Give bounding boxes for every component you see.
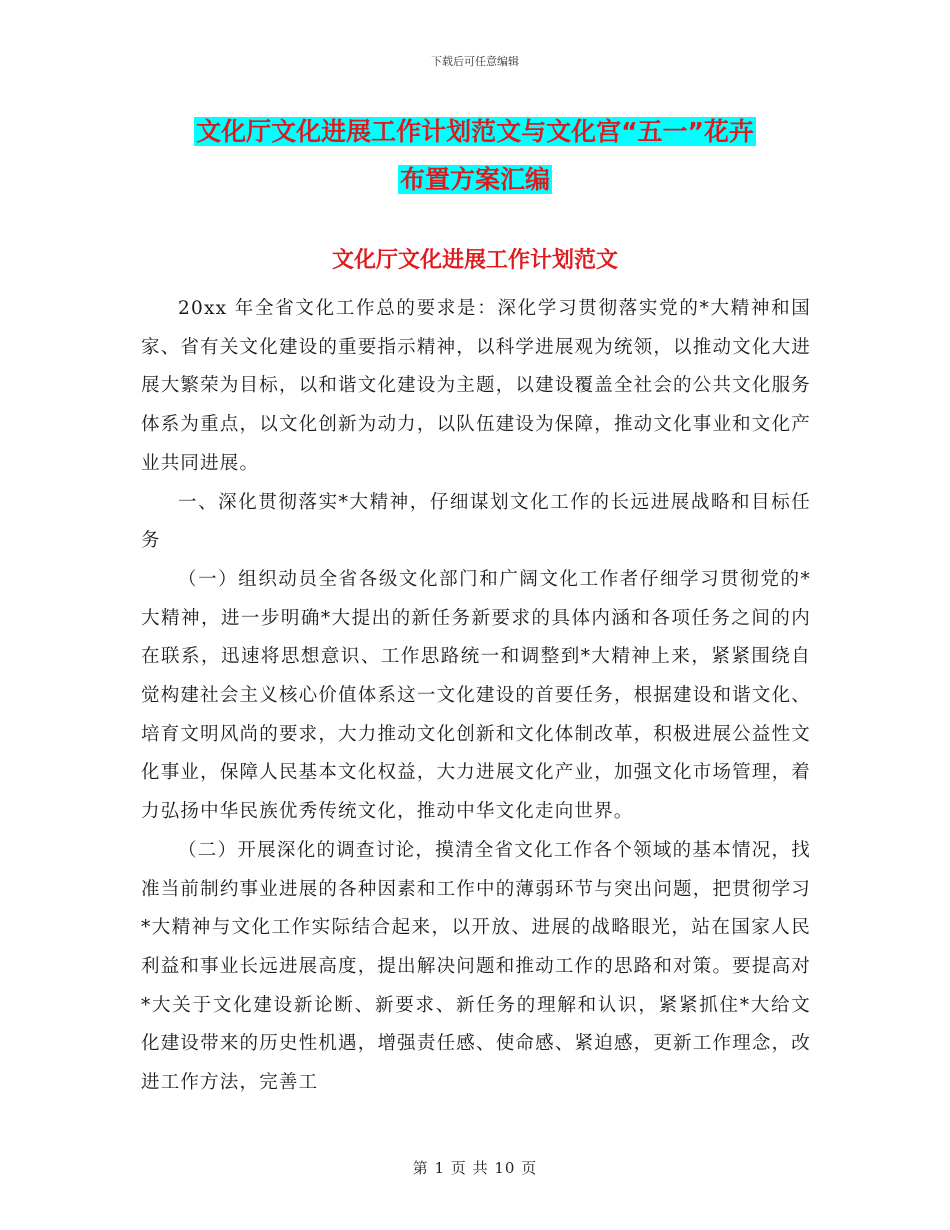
section-title: 文化厅文化进展工作计划范文: [331, 248, 618, 273]
paragraph: （一）组织动员全省各级文化部门和广阔文化工作者仔细学习贯彻党的*大精神，进一步明确*大提出的新任务新要求的具体内涵和各项任务之间的内在联系，迅速将思想意识、工作思路统一和调整到*大精神上来，紧紧围绕自觉构建社会主义核心价值体系这一文化建设的首要任务，根据建设和谐文化、培育文明风尚的要求，大力推动文化创新和文化体制改革，积极进展公益性文化事业，保障人民基本文化权益，大力进展文化产业，加强文化市场管理，着力弘扬中华民族优秀传统文化，推动中华文化走向世界。: [141, 568, 811, 823]
header-note: 下载后可任意编辑: [431, 55, 519, 68]
page-footer: 第 1 页 共 10 页: [412, 1159, 538, 1177]
paragraph: 一、深化贯彻落实*大精神，仔细谋划文化工作的长远进展战略和目标任务: [141, 491, 811, 552]
document-title: [0, 110, 950, 206]
paragraph: （二）开展深化的调查讨论，摸清全省文化工作各个领域的基本情况，找准当前制约事业进展的各种因素和工作中的薄弱环节与突出问题，把贯彻学习*大精神与文化工作实际结合起来，以开放、进展的战略眼光，站在国家人民利益和事业长远进展高度，提出解决问题和推动工作的思路和对策。要提高对*大关于文化建设新论断、新要求、新任务的理解和认识，紧紧抓住*大给文化建设带来的历史性机遇，增强责任感、使命感、紧迫感，更新工作理念，改进工作方法，完善工: [141, 839, 811, 1094]
body-text: [141, 290, 811, 1103]
title-line-2-text: 布置方案汇编: [399, 165, 550, 194]
title-line-1-text: 文化厅文化进展工作计划范文与文化宫“五一”花卉: [196, 117, 754, 146]
title-line-1: [0, 110, 950, 158]
title-line-2: [0, 158, 950, 206]
paragraph: 20xx 年全省文化工作总的要求是：深化学习贯彻落实党的*大精神和国家、省有关文化建设的重要指示精神，以科学进展观为统领，以推动文化大进展大繁荣为目标，以和谐文化建设为主题，以建设覆盖全社会的公共文化服务体系为重点，以文化创新为动力，以队伍建设为保障，推动文化事业和文化产业共同进展。: [141, 298, 811, 474]
